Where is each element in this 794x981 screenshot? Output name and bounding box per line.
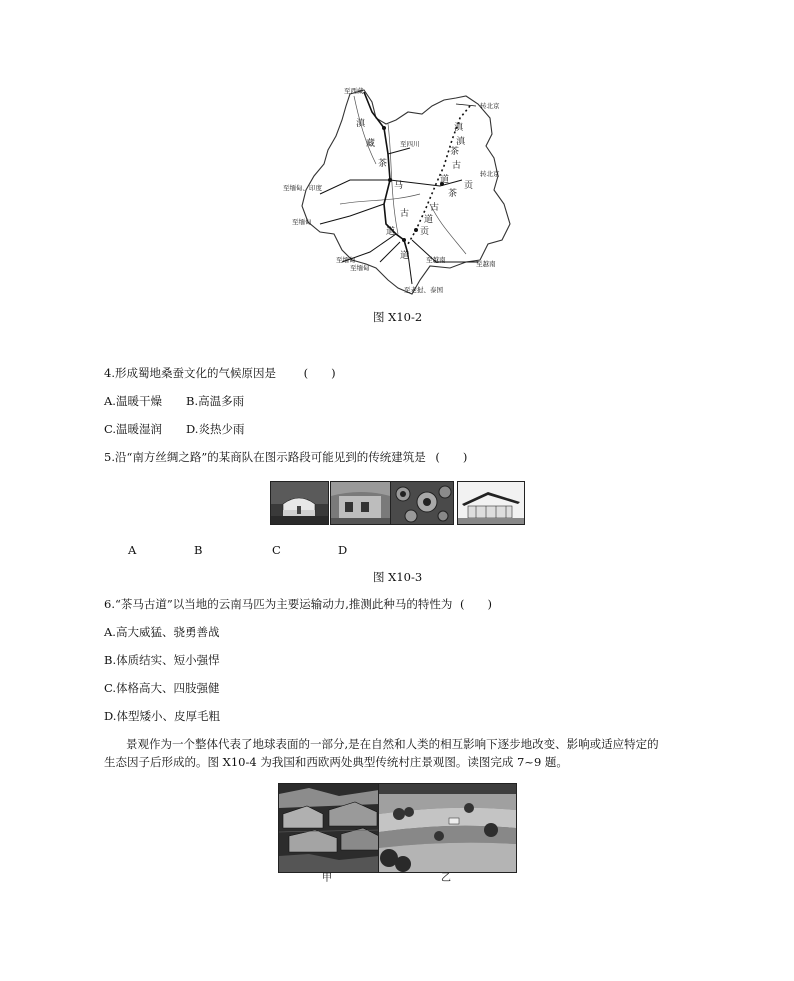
map-label: 至西藏 bbox=[344, 87, 364, 95]
building-photo-c bbox=[390, 481, 454, 525]
passage-line-1: 景观作为一个整体代表了地球表面的一部分,是在自然和人类的相互影响下逐步地改变、影响或适应特定的 bbox=[126, 737, 659, 751]
route-char: 道 bbox=[400, 251, 410, 261]
route-char: 茶 bbox=[448, 189, 458, 199]
tea-horse-road-map bbox=[280, 84, 520, 299]
q5-label-a: A bbox=[128, 543, 137, 557]
map-label: 至缅甸 bbox=[292, 218, 312, 226]
map-label: 至老挝、泰国 bbox=[404, 286, 443, 294]
q6-stem bbox=[104, 599, 492, 611]
q4-stem bbox=[104, 368, 336, 380]
q5-stem-text: 5.沿“南方丝绸之路”的某商队在图示路段可能见到的传统建筑是 bbox=[104, 450, 426, 464]
q6-option-c: C.体格高大、四肢强健 bbox=[104, 681, 220, 695]
photo-label-yi: 乙 bbox=[441, 873, 451, 884]
q6-stem-text: 6.“茶马古道”以当地的云南马匹为主要运输动力,推测此种马的特性为 bbox=[104, 597, 453, 611]
q4-option-a: A.温暖干燥 bbox=[104, 394, 162, 408]
route-char: 茶 bbox=[450, 147, 460, 157]
figure-caption-x10-2: 图 X10-2 bbox=[373, 310, 423, 324]
q4-answer-paren: ( ) bbox=[303, 366, 336, 380]
q5-label-c: C bbox=[272, 543, 281, 557]
q4-option-d: D.炎热少雨 bbox=[186, 422, 245, 436]
q6-answer-paren: ( ) bbox=[460, 597, 493, 611]
route-char: 道 bbox=[424, 215, 434, 225]
q4-option-b: B.高温多雨 bbox=[186, 394, 245, 408]
map-label: 至缅甸 bbox=[336, 256, 356, 264]
map-label: 至越南 bbox=[426, 256, 446, 264]
q5-label-d: D bbox=[338, 543, 348, 557]
village-photo-yi bbox=[378, 783, 517, 873]
figure-caption-x10-3: 图 X10-3 bbox=[373, 570, 423, 584]
route-char: 滇 bbox=[356, 119, 366, 129]
map-label: 至缅甸 bbox=[350, 264, 370, 272]
passage-line-2: 生态因子后形成的。图 X10-4 为我国和西欧两处典型传统村庄景观图。读图完成 7~9 题。 bbox=[104, 755, 568, 769]
photo-label-jia: 甲 bbox=[322, 873, 332, 884]
q6-option-b: B.体质结实、短小强悍 bbox=[104, 653, 220, 667]
map-svg bbox=[280, 84, 520, 299]
village-photo-jia bbox=[278, 783, 380, 873]
route-char: 藏 bbox=[366, 139, 376, 149]
q4-stem-text: 4.形成蜀地桑蚕文化的气候原因是 bbox=[104, 366, 276, 380]
route-char: 古 bbox=[400, 209, 410, 219]
q5-stem bbox=[104, 452, 467, 464]
route-char: 道 bbox=[440, 175, 450, 185]
q5-answer-paren: ( ) bbox=[435, 450, 468, 464]
route-char: 古 bbox=[452, 161, 462, 171]
q4-option-c: C.温暖湿润 bbox=[104, 422, 163, 436]
map-label: 至越南 bbox=[476, 260, 496, 268]
map-label: 转北京 bbox=[480, 170, 500, 178]
map-label: 至缅甸、印度 bbox=[283, 184, 322, 192]
route-char: 古 bbox=[430, 203, 440, 213]
map-label: 转北京 bbox=[480, 102, 500, 110]
q6-option-a: A.高大威猛、骁勇善战 bbox=[104, 625, 220, 639]
building-photo-d bbox=[457, 481, 525, 525]
route-char: 道 bbox=[386, 227, 396, 237]
route-char: 贡 bbox=[464, 181, 474, 191]
route-char: 茶 bbox=[378, 159, 388, 169]
route-char: 贡 bbox=[420, 227, 430, 237]
building-photo-a bbox=[270, 481, 329, 525]
route-char: 马 bbox=[394, 181, 404, 191]
route-char: 滇 bbox=[454, 123, 464, 133]
route-char: 滇 bbox=[456, 137, 466, 147]
map-label: 至四川 bbox=[400, 140, 420, 148]
building-photo-b bbox=[330, 481, 391, 525]
q5-label-b: B bbox=[194, 543, 203, 557]
q6-option-d: D.体型矮小、皮厚毛粗 bbox=[104, 709, 220, 723]
